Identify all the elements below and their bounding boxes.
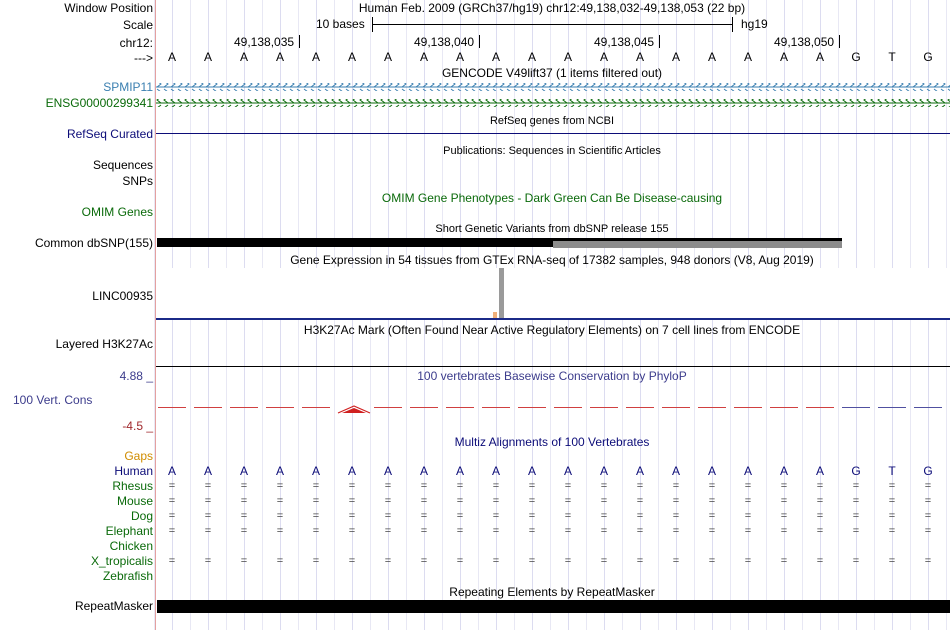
- multiz-match-mark: =: [276, 555, 284, 567]
- multiz-match-mark: =: [204, 510, 212, 522]
- multiz-match-mark: =: [780, 525, 788, 537]
- gtex-baseline: [156, 318, 950, 320]
- multiz-match-mark: =: [384, 525, 392, 537]
- multiz-match-mark: =: [816, 555, 824, 567]
- phylop-min-label: -4.5 _: [122, 419, 153, 433]
- multiz-match-mark: =: [240, 495, 248, 507]
- strand-label: --->: [134, 51, 153, 65]
- multiz-match-mark: =: [636, 555, 644, 567]
- multiz-match-mark: =: [600, 525, 608, 537]
- multiz-species-human[interactable]: Human: [114, 464, 153, 478]
- base-letter: A: [671, 50, 680, 64]
- multiz-match-mark: =: [312, 495, 320, 507]
- multiz-match-mark: =: [168, 495, 176, 507]
- multiz-match-mark: =: [564, 525, 572, 537]
- multiz-match-mark: =: [780, 495, 788, 507]
- multiz-match-mark: =: [780, 480, 788, 492]
- publications-snps-label[interactable]: SNPs: [122, 174, 153, 188]
- multiz-match-mark: =: [420, 510, 428, 522]
- phylop-max-label: 4.88 _: [119, 369, 153, 383]
- multiz-human-base: A: [563, 464, 572, 478]
- phylop-score-mark: [446, 407, 474, 408]
- repeatmasker-track-title: Repeating Elements by RepeatMasker: [449, 585, 655, 599]
- omim-track-title: OMIM Gene Phenotypes - Dark Green Can Be Disease-causing: [381, 191, 723, 205]
- refseq-track-title: RefSeq genes from NCBI: [489, 115, 615, 127]
- multiz-match-mark: =: [600, 495, 608, 507]
- multiz-match-mark: =: [564, 480, 572, 492]
- multiz-match-mark: =: [672, 510, 680, 522]
- multiz-match-mark: =: [636, 480, 644, 492]
- publications-sequences-label[interactable]: Sequences: [92, 158, 153, 172]
- multiz-human-base: A: [491, 464, 500, 478]
- multiz-match-mark: =: [924, 510, 932, 522]
- multiz-match-mark: =: [492, 510, 500, 522]
- window-position-text: Human Feb. 2009 (GRCh37/hg19) chr12:49,138,032-49,138,053 (22 bp): [358, 1, 746, 15]
- multiz-match-mark: =: [816, 495, 824, 507]
- multiz-human-base: G: [923, 464, 933, 478]
- multiz-human-base: A: [743, 464, 752, 478]
- coord-2: 49,138,040: [414, 35, 475, 49]
- phylop-peak[interactable]: [336, 403, 372, 415]
- scale-label: Scale: [122, 18, 153, 32]
- phylop-score-mark: [590, 407, 618, 408]
- multiz-human-base: A: [671, 464, 680, 478]
- scale-bar: [372, 24, 733, 25]
- base-letter: A: [599, 50, 608, 64]
- gtex-track-label[interactable]: LINC00935: [92, 289, 153, 303]
- repeatmasker-track-label[interactable]: RepeatMasker: [74, 599, 153, 613]
- coord-tick-1: [299, 35, 300, 48]
- phylop-score-mark: [410, 407, 438, 408]
- multiz-match-mark: =: [348, 510, 356, 522]
- multiz-match-mark: =: [492, 495, 500, 507]
- phylop-score-mark: [842, 407, 870, 408]
- phylop-score-mark: [230, 407, 258, 408]
- multiz-match-mark: =: [672, 495, 680, 507]
- h3k27ac-track-title: H3K27Ac Mark (Often Found Near Active Regulatory Elements) on 7 cell lines from ENCODE: [303, 323, 801, 337]
- refseq-gene-line[interactable]: [156, 133, 950, 134]
- scale-bar-left-tick: [372, 17, 373, 32]
- multiz-species-elephant[interactable]: Elephant: [105, 524, 153, 538]
- base-letter: A: [779, 50, 788, 64]
- dbsnp-track-title: Short Genetic Variants from dbSNP release 155: [435, 223, 669, 235]
- base-letter: A: [707, 50, 716, 64]
- multiz-match-mark: =: [600, 510, 608, 522]
- multiz-match-mark: =: [636, 525, 644, 537]
- multiz-match-mark: =: [924, 525, 932, 537]
- phylop-score-mark: [482, 407, 510, 408]
- gtex-expression-bar[interactable]: [499, 268, 504, 318]
- multiz-match-mark: =: [276, 495, 284, 507]
- multiz-match-mark: =: [924, 480, 932, 492]
- multiz-match-mark: =: [708, 510, 716, 522]
- gtex-plot-area: [156, 268, 950, 320]
- multiz-match-mark: =: [528, 525, 536, 537]
- multiz-match-mark: =: [168, 555, 176, 567]
- multiz-match-mark: =: [456, 480, 464, 492]
- publications-track-title: Publications: Sequences in Scientific Articles: [443, 145, 661, 157]
- multiz-human-base: A: [779, 464, 788, 478]
- phylop-score-mark: [554, 407, 582, 408]
- dbsnp-track-label[interactable]: Common dbSNP(155): [34, 236, 153, 250]
- multiz-species-dog[interactable]: Dog: [130, 509, 153, 523]
- multiz-match-mark: =: [888, 525, 896, 537]
- phylop-score-mark: [626, 407, 654, 408]
- multiz-species-x_tropicalis[interactable]: X_tropicalis: [90, 554, 153, 568]
- multiz-match-mark: =: [348, 495, 356, 507]
- phylop-score-mark: [914, 407, 942, 408]
- multiz-match-mark: =: [348, 555, 356, 567]
- multiz-match-mark: =: [852, 495, 860, 507]
- phylop-score-mark: [158, 407, 186, 408]
- repeatmasker-element-bar[interactable]: [157, 600, 950, 613]
- multiz-match-mark: =: [744, 480, 752, 492]
- multiz-match-mark: =: [456, 510, 464, 522]
- multiz-match-mark: =: [636, 495, 644, 507]
- phylop-score-mark: [266, 407, 294, 408]
- multiz-human-base: A: [455, 464, 464, 478]
- h3k27ac-baseline: [156, 366, 950, 367]
- multiz-match-mark: =: [780, 510, 788, 522]
- multiz-match-mark: =: [240, 480, 248, 492]
- multiz-match-mark: =: [240, 510, 248, 522]
- base-letter: A: [167, 50, 176, 64]
- scale-text: 10 bases: [316, 17, 365, 31]
- scale-bar-right-tick: [732, 17, 733, 32]
- multiz-match-mark: =: [600, 480, 608, 492]
- multiz-match-mark: =: [852, 525, 860, 537]
- multiz-human-base: A: [167, 464, 176, 478]
- multiz-match-mark: =: [672, 525, 680, 537]
- multiz-match-mark: =: [384, 495, 392, 507]
- phylop-score-mark: [734, 407, 762, 408]
- multiz-match-mark: =: [492, 555, 500, 567]
- multiz-human-base: G: [851, 464, 861, 478]
- multiz-human-base: T: [888, 464, 896, 478]
- base-letter: G: [851, 50, 861, 64]
- multiz-match-mark: =: [528, 495, 536, 507]
- multiz-match-mark: =: [564, 510, 572, 522]
- coord-tick-4: [839, 35, 840, 48]
- multiz-match-mark: =: [744, 510, 752, 522]
- multiz-match-mark: =: [168, 510, 176, 522]
- multiz-match-mark: =: [888, 480, 896, 492]
- chrom-label: chr12:: [119, 36, 153, 50]
- multiz-species-chicken[interactable]: Chicken: [109, 539, 153, 553]
- multiz-match-mark: =: [348, 480, 356, 492]
- multiz-match-mark: =: [204, 495, 212, 507]
- multiz-match-mark: =: [240, 555, 248, 567]
- multiz-human-base: A: [815, 464, 824, 478]
- multiz-match-mark: =: [528, 555, 536, 567]
- phylop-score-mark: [878, 407, 906, 408]
- base-letter: A: [635, 50, 644, 64]
- multiz-match-mark: =: [744, 495, 752, 507]
- base-letter: A: [311, 50, 320, 64]
- multiz-match-mark: =: [420, 480, 428, 492]
- multiz-match-mark: =: [708, 555, 716, 567]
- multiz-track-title: Multiz Alignments of 100 Vertebrates: [454, 435, 650, 449]
- base-letter: A: [527, 50, 536, 64]
- phylop-track-label[interactable]: 100 Vert. Cons: [13, 393, 93, 407]
- multiz-match-mark: =: [708, 480, 716, 492]
- phylop-score-mark: [194, 407, 222, 408]
- multiz-match-mark: =: [564, 495, 572, 507]
- multiz-match-mark: =: [708, 495, 716, 507]
- multiz-match-mark: =: [204, 525, 212, 537]
- gencode-item-ensg[interactable]: ENSG00000299341: [45, 96, 153, 110]
- multiz-match-mark: =: [384, 555, 392, 567]
- phylop-score-mark: [806, 407, 834, 408]
- multiz-match-mark: =: [816, 510, 824, 522]
- base-letter: T: [888, 50, 896, 64]
- multiz-match-mark: =: [888, 495, 896, 507]
- base-letter: A: [563, 50, 572, 64]
- multiz-match-mark: =: [744, 555, 752, 567]
- refseq-track-label[interactable]: RefSeq Curated: [66, 127, 153, 141]
- multiz-match-mark: =: [276, 525, 284, 537]
- multiz-match-mark: =: [672, 480, 680, 492]
- coord-tick-3: [659, 35, 660, 48]
- multiz-match-mark: =: [492, 480, 500, 492]
- multiz-match-mark: =: [852, 555, 860, 567]
- multiz-match-mark: =: [564, 555, 572, 567]
- multiz-match-mark: =: [492, 525, 500, 537]
- h3k27ac-track-label[interactable]: Layered H3K27Ac: [55, 337, 153, 351]
- multiz-human-base: A: [311, 464, 320, 478]
- multiz-match-mark: =: [456, 495, 464, 507]
- phylop-score-mark: [302, 407, 330, 408]
- base-letter: A: [455, 50, 464, 64]
- multiz-match-mark: =: [384, 510, 392, 522]
- multiz-match-mark: =: [744, 525, 752, 537]
- base-letter: A: [347, 50, 356, 64]
- multiz-match-mark: =: [204, 480, 212, 492]
- multiz-match-mark: =: [240, 525, 248, 537]
- base-letter: A: [203, 50, 212, 64]
- phylop-score-mark: [374, 407, 402, 408]
- multiz-match-mark: =: [168, 480, 176, 492]
- multiz-match-mark: =: [924, 495, 932, 507]
- scale-db: hg19: [741, 17, 768, 31]
- multiz-match-mark: =: [780, 555, 788, 567]
- multiz-match-mark: =: [348, 525, 356, 537]
- base-letter: A: [743, 50, 752, 64]
- multiz-match-mark: =: [420, 555, 428, 567]
- multiz-match-mark: =: [420, 525, 428, 537]
- dbsnp-variant-bar-gray-top: [553, 238, 842, 241]
- multiz-match-mark: =: [276, 510, 284, 522]
- coord-3: 49,138,045: [594, 35, 655, 49]
- multiz-match-mark: =: [888, 510, 896, 522]
- multiz-match-mark: =: [312, 480, 320, 492]
- multiz-human-base: A: [707, 464, 716, 478]
- phylop-score-mark: [698, 407, 726, 408]
- multiz-match-mark: =: [456, 525, 464, 537]
- multiz-human-base: A: [239, 464, 248, 478]
- multiz-match-mark: =: [420, 495, 428, 507]
- multiz-human-base: A: [275, 464, 284, 478]
- multiz-human-base: A: [203, 464, 212, 478]
- multiz-match-mark: =: [816, 525, 824, 537]
- multiz-match-mark: =: [312, 510, 320, 522]
- phylop-track-title: 100 vertebrates Basewise Conservation by PhyloP: [417, 369, 687, 383]
- multiz-human-base: A: [383, 464, 392, 478]
- multiz-match-mark: =: [168, 525, 176, 537]
- coord-tick-2: [479, 35, 480, 48]
- multiz-match-mark: =: [924, 555, 932, 567]
- multiz-match-mark: =: [204, 555, 212, 567]
- multiz-match-mark: =: [708, 525, 716, 537]
- multiz-match-mark: =: [528, 510, 536, 522]
- multiz-match-mark: =: [600, 555, 608, 567]
- base-letter: A: [239, 50, 248, 64]
- multiz-match-mark: =: [888, 555, 896, 567]
- multiz-match-mark: =: [312, 525, 320, 537]
- phylop-score-mark: [770, 407, 798, 408]
- base-letter: A: [383, 50, 392, 64]
- gencode-track-title: GENCODE V49lift37 (1 items filtered out): [441, 66, 663, 80]
- multiz-match-mark: =: [852, 510, 860, 522]
- multiz-human-base: A: [599, 464, 608, 478]
- base-letter: A: [419, 50, 428, 64]
- gtex-track-title: Gene Expression in 54 tissues from GTEx RNA-seq of 17382 samples, 948 donors (V8, Aug 2019): [290, 253, 814, 267]
- multiz-match-mark: =: [276, 480, 284, 492]
- multiz-human-base: A: [635, 464, 644, 478]
- phylop-score-mark: [662, 407, 690, 408]
- omim-track-label[interactable]: OMIM Genes: [81, 205, 153, 219]
- base-letter: G: [923, 50, 933, 64]
- multiz-gaps-label[interactable]: Gaps: [124, 449, 153, 463]
- multiz-species-rhesus[interactable]: Rhesus: [112, 479, 153, 493]
- multiz-match-mark: =: [528, 480, 536, 492]
- base-letter: A: [815, 50, 824, 64]
- gencode-item-spmip11[interactable]: SPMIP11: [103, 80, 153, 94]
- multiz-match-mark: =: [384, 480, 392, 492]
- multiz-human-base: A: [347, 464, 356, 478]
- base-letter: A: [491, 50, 500, 64]
- multiz-match-mark: =: [852, 480, 860, 492]
- multiz-human-base: A: [419, 464, 428, 478]
- window-position-label: Window Position: [64, 1, 153, 15]
- base-letter: A: [275, 50, 284, 64]
- phylop-score-mark: [518, 407, 546, 408]
- multiz-match-mark: =: [312, 555, 320, 567]
- coord-1: 49,138,035: [234, 35, 295, 49]
- multiz-match-mark: =: [672, 555, 680, 567]
- coord-4: 49,138,050: [774, 35, 835, 49]
- gencode-gene-lines[interactable]: [156, 80, 950, 110]
- multiz-match-mark: =: [636, 510, 644, 522]
- multiz-human-base: A: [527, 464, 536, 478]
- multiz-species-mouse[interactable]: Mouse: [116, 494, 153, 508]
- multiz-match-mark: =: [456, 555, 464, 567]
- multiz-species-zebrafish[interactable]: Zebrafish: [102, 569, 153, 583]
- multiz-match-mark: =: [816, 480, 824, 492]
